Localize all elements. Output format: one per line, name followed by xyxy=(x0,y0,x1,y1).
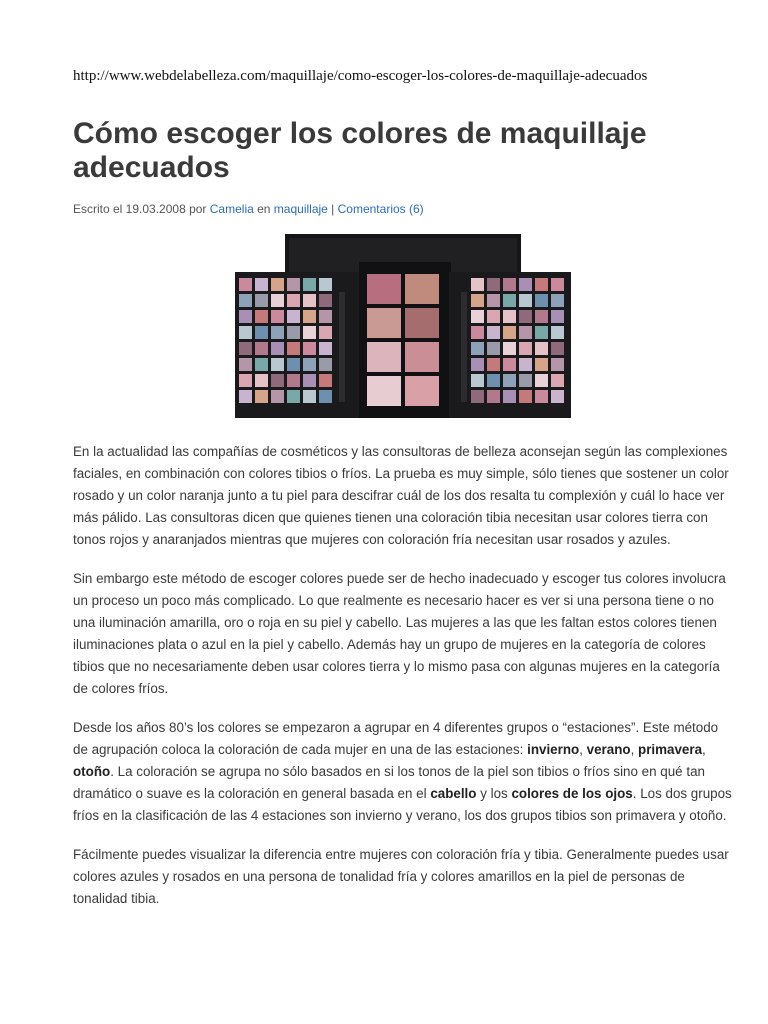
p3-text-4: . Los dos grupos fríos en la clasificación de las 4 estaciones son invierno y verano, los dos grupos tibios son primavera y otoño. xyxy=(73,786,732,823)
eyeshadow-pan xyxy=(255,294,268,307)
eyeshadow-pan xyxy=(287,294,300,307)
eye-colors-term: colores de los ojos xyxy=(511,786,633,801)
meta-in: en xyxy=(253,202,274,216)
eyeshadow-pan xyxy=(255,390,268,403)
eyeshadow-pan xyxy=(519,342,532,355)
eyeshadow-pan xyxy=(319,358,332,371)
eyeshadow-pan xyxy=(271,342,284,355)
eyeshadow-pan xyxy=(535,326,548,339)
eyeshadow-pan xyxy=(319,278,332,291)
eyeshadow-pan xyxy=(535,294,548,307)
eyeshadow-pan xyxy=(503,294,516,307)
eyeshadow-pan xyxy=(303,310,316,323)
eyeshadow-pan xyxy=(287,390,300,403)
article-title: Cómo escoger los colores de maquillaje adecuados xyxy=(73,117,647,184)
page-url: http://www.webdelabelleza.com/maquillaje/como-escoger-los-colores-de-maquillaje-adecuados xyxy=(73,68,648,84)
blush-pan xyxy=(367,342,401,372)
eyeshadow-pan xyxy=(303,342,316,355)
eyeshadow-pan xyxy=(471,326,484,339)
eyeshadow-pan xyxy=(239,310,252,323)
eyeshadow-pan xyxy=(551,326,564,339)
eyeshadow-pan xyxy=(471,390,484,403)
eyeshadow-pan xyxy=(319,294,332,307)
eyeshadow-pan xyxy=(287,358,300,371)
season-summer: verano xyxy=(586,742,631,757)
eyeshadow-pan xyxy=(487,390,500,403)
p3-sep-1: , xyxy=(579,742,587,757)
eyeshadow-pan xyxy=(471,374,484,387)
p3-sep-2: , xyxy=(630,742,639,757)
p3-text-2: . La coloración se agrupa no sólo basados en si los tonos de la piel son tibios o fríos sino en qué tan dramático o suave es la coloración en general basada en el xyxy=(73,764,705,801)
eyeshadow-pan xyxy=(503,310,516,323)
brush-right xyxy=(461,292,467,402)
eyeshadow-pan xyxy=(255,358,268,371)
blush-pan xyxy=(367,376,401,406)
comments-link[interactable]: Comentarios (6) xyxy=(337,202,424,216)
blush-pan xyxy=(405,308,439,338)
paragraph-4: Fácilmente puedes visualizar la diferencia entre mujeres con coloración fría y tibia. Generalmente puedes usar colores azules y rosados en una persona de tonalidad fría y colores amarillos en la piel de personas de tonalidad tibia. xyxy=(73,847,729,906)
eyeshadow-pan xyxy=(519,294,532,307)
eyeshadow-pan xyxy=(503,326,516,339)
eyeshadow-pan xyxy=(255,374,268,387)
eyeshadow-pan xyxy=(519,358,532,371)
meta-separator: | xyxy=(327,202,338,216)
eyeshadow-pan xyxy=(503,358,516,371)
eyeshadow-pan xyxy=(487,278,500,291)
eyeshadow-pan xyxy=(551,342,564,355)
eyeshadow-pan xyxy=(287,342,300,355)
eyeshadow-pan xyxy=(287,374,300,387)
makeup-palette-image xyxy=(235,232,571,418)
eyeshadow-pan xyxy=(551,374,564,387)
paragraph-1: En la actualidad las compañías de cosméticos y las consultoras de belleza aconsejan según las complexiones faciales, en combinación con colores tibios o fríos. La prueba es muy simple, sólo tienes que sostener un color rosado y un color naranja junto a tu piel para descifrar cuál de los dos resalta tu complexión y cuál lo hace ver más pálido. Las consultoras dicen que quienes tienen una coloración tibia necesitan usar colores tierra con tonos rojos y anaranjados mientras que mujeres con coloración fría necesitan usar rosados y azules. xyxy=(73,444,729,547)
eyeshadow-pan xyxy=(471,278,484,291)
blush-pan xyxy=(367,274,401,304)
eyeshadow-pan xyxy=(551,310,564,323)
eyeshadow-pan xyxy=(519,278,532,291)
eyeshadow-pan xyxy=(487,294,500,307)
blush-pan xyxy=(367,308,401,338)
eyeshadow-pan xyxy=(287,278,300,291)
eyeshadow-pan xyxy=(255,326,268,339)
hair-term: cabello xyxy=(430,786,477,801)
eyeshadow-pan xyxy=(535,342,548,355)
p3-sep-3: , xyxy=(702,742,706,757)
p3-text-3: y los xyxy=(476,786,512,801)
author-link[interactable]: Camelia xyxy=(209,202,254,216)
eyeshadow-pan xyxy=(287,326,300,339)
eyeshadow-pan xyxy=(255,310,268,323)
eyeshadow-pan xyxy=(303,374,316,387)
eyeshadow-pan xyxy=(503,342,516,355)
eyeshadow-pan xyxy=(239,374,252,387)
eyeshadow-pan xyxy=(255,342,268,355)
eyeshadow-pan xyxy=(551,358,564,371)
eyeshadow-pan xyxy=(535,374,548,387)
paragraph-2: Sin embargo este método de escoger colores puede ser de hecho inadecuado y escoger tus colores involucra un proceso un poco más complicado. Lo que realmente es necesario hacer es ver si una persona tiene o no una iluminación amarilla, oro o roja en su piel y cabello. Las mujeres a las que les faltan estos colores tienen iluminaciones plata o azul en la piel y cabello. Además hay un grupo de mujeres en la categoría de colores tibios que no necesariamente deben usar colores tierra y lo mismo pasa con algunas mujeres en la categoría de colores fríos. xyxy=(73,571,726,696)
eyeshadow-pan xyxy=(239,278,252,291)
eyeshadow-pan xyxy=(471,342,484,355)
eyeshadow-pan xyxy=(319,310,332,323)
brush-left xyxy=(339,292,345,402)
category-link[interactable]: maquillaje xyxy=(273,202,328,216)
eyeshadow-pan xyxy=(487,310,500,323)
eyeshadow-pan xyxy=(487,342,500,355)
eyeshadow-pan xyxy=(271,294,284,307)
eyeshadow-pan xyxy=(303,390,316,403)
eyeshadow-pan xyxy=(319,390,332,403)
eyeshadow-pan xyxy=(303,358,316,371)
eyeshadow-pan xyxy=(519,374,532,387)
eyeshadow-pan xyxy=(319,342,332,355)
eyeshadow-pan xyxy=(503,374,516,387)
eyeshadow-pan xyxy=(471,310,484,323)
eyeshadow-pan xyxy=(319,326,332,339)
eyeshadow-pan xyxy=(239,326,252,339)
eyeshadow-pan xyxy=(551,390,564,403)
eyeshadow-pan xyxy=(471,358,484,371)
blush-pan xyxy=(405,274,439,304)
eyeshadow-pan xyxy=(487,326,500,339)
eyeshadow-pan xyxy=(271,326,284,339)
eyeshadow-pan xyxy=(535,358,548,371)
eyeshadow-pan xyxy=(303,294,316,307)
eyeshadow-pan xyxy=(519,390,532,403)
eyeshadow-pan xyxy=(239,390,252,403)
makeup-palette-illustration xyxy=(235,232,571,418)
eyeshadow-pan xyxy=(535,278,548,291)
eyeshadow-pan xyxy=(319,374,332,387)
season-spring: primavera xyxy=(638,742,703,757)
season-winter: invierno xyxy=(527,742,580,757)
season-autumn: otoño xyxy=(73,764,111,779)
eyeshadow-pan xyxy=(255,278,268,291)
article-body xyxy=(73,441,733,927)
eyeshadow-pan xyxy=(519,310,532,323)
eyeshadow-pan xyxy=(271,278,284,291)
eyeshadow-pan xyxy=(503,390,516,403)
eyeshadow-pan xyxy=(551,278,564,291)
p3-text-1: Desde los años 80’s los colores se empezaron a agrupar en 4 diferentes grupos o “estaciones”. Este método de agrupación coloca la coloración de cada mujer en una de las estaciones: xyxy=(73,720,719,757)
eyeshadow-pan xyxy=(239,358,252,371)
blush-pan xyxy=(405,376,439,406)
blush-pan xyxy=(405,342,439,372)
eyeshadow-pan xyxy=(271,390,284,403)
eyeshadow-pan xyxy=(535,310,548,323)
eyeshadow-pan xyxy=(271,310,284,323)
eyeshadow-pan xyxy=(487,374,500,387)
eyeshadow-pan xyxy=(239,294,252,307)
eyeshadow-pan xyxy=(551,294,564,307)
eyeshadow-pan xyxy=(535,390,548,403)
eyeshadow-pan xyxy=(303,326,316,339)
eyeshadow-pan xyxy=(271,358,284,371)
eyeshadow-pan xyxy=(303,278,316,291)
eyeshadow-pan xyxy=(287,310,300,323)
eyeshadow-pan xyxy=(503,278,516,291)
meta-date: Escrito el 19.03.2008 por xyxy=(73,202,210,216)
eyeshadow-pan xyxy=(519,326,532,339)
eyeshadow-pan xyxy=(487,358,500,371)
eyeshadow-pan xyxy=(271,374,284,387)
article-meta xyxy=(73,202,424,216)
eyeshadow-pan xyxy=(471,294,484,307)
eyeshadow-pan xyxy=(239,342,252,355)
paragraph-3 xyxy=(73,717,733,827)
